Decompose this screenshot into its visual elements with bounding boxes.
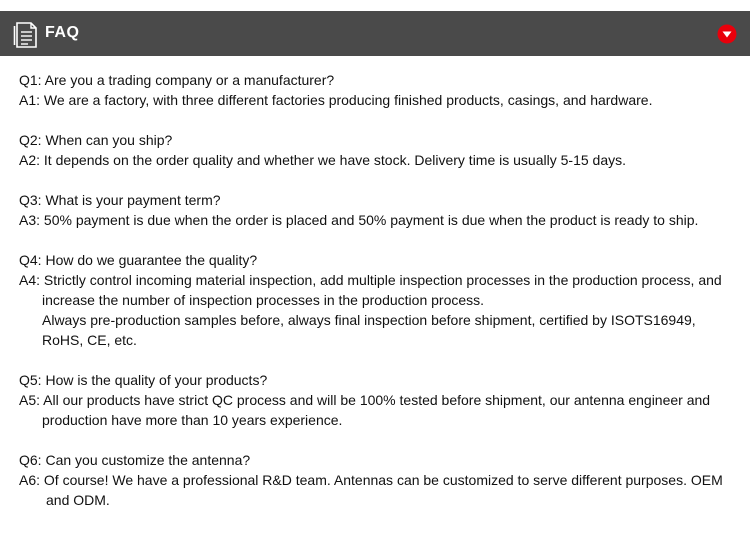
- faq-answer: [19, 470, 739, 510]
- faq-answer-line: A2: It depends on the order quality and whether we have stock. Delivery time is usually 5-15 days.: [19, 152, 626, 168]
- faq-item: [19, 370, 739, 430]
- faq-answer-line: A1: We are a factory, with three different factories producing finished products, casings, and hardware.: [19, 92, 653, 108]
- faq-answer: [19, 210, 739, 230]
- faq-item: [19, 250, 739, 350]
- faq-item: [19, 450, 739, 510]
- faq-question: Q1: Are you a trading company or a manufacturer?: [19, 72, 335, 88]
- faq-item: [19, 190, 739, 230]
- document-icon: [13, 21, 39, 49]
- faq-header: [0, 11, 750, 56]
- faq-item: [19, 70, 739, 110]
- faq-answer-line: A4: Strictly control incoming material inspection, add multiple inspection processes in the production process, and: [19, 272, 722, 288]
- faq-answer-line: A5: All our products have strict QC process and will be 100% tested before shipment, our antenna engineer and: [19, 392, 711, 408]
- faq-answer-line: production have more than 10 years experience.: [42, 412, 343, 428]
- faq-title: FAQ: [45, 24, 80, 41]
- faq-answer-line: increase the number of inspection processes in the production process.: [42, 292, 485, 308]
- faq-answer: [19, 150, 739, 170]
- faq-answer-line: RoHS, CE, etc.: [42, 332, 137, 348]
- faq-question: Q2: When can you ship?: [19, 132, 173, 148]
- faq-item: [19, 130, 739, 170]
- faq-answer-line: A6: Of course! We have a professional R&D team. Antennas can be customized to serve different purposes. OEM: [19, 472, 723, 488]
- faq-answer: [19, 90, 739, 110]
- faq-question: Q3: What is your payment term?: [19, 192, 221, 208]
- faq-question: Q4: How do we guarantee the quality?: [19, 252, 258, 268]
- faq-answer-line: and ODM.: [46, 492, 110, 508]
- faq-answer-line: A3: 50% payment is due when the order is placed and 50% payment is due when the product is ready to ship.: [19, 212, 699, 228]
- faq-answer: [19, 390, 739, 430]
- faq-question: Q6: Can you customize the antenna?: [19, 452, 251, 468]
- faq-answer-line: Always pre-production samples before, always final inspection before shipment, certified by ISOTS16949,: [42, 312, 696, 328]
- faq-answer: [19, 270, 739, 350]
- faq-list: [19, 70, 739, 530]
- chevron-down-icon[interactable]: [717, 24, 737, 44]
- faq-question: Q5: How is the quality of your products?: [19, 372, 268, 388]
